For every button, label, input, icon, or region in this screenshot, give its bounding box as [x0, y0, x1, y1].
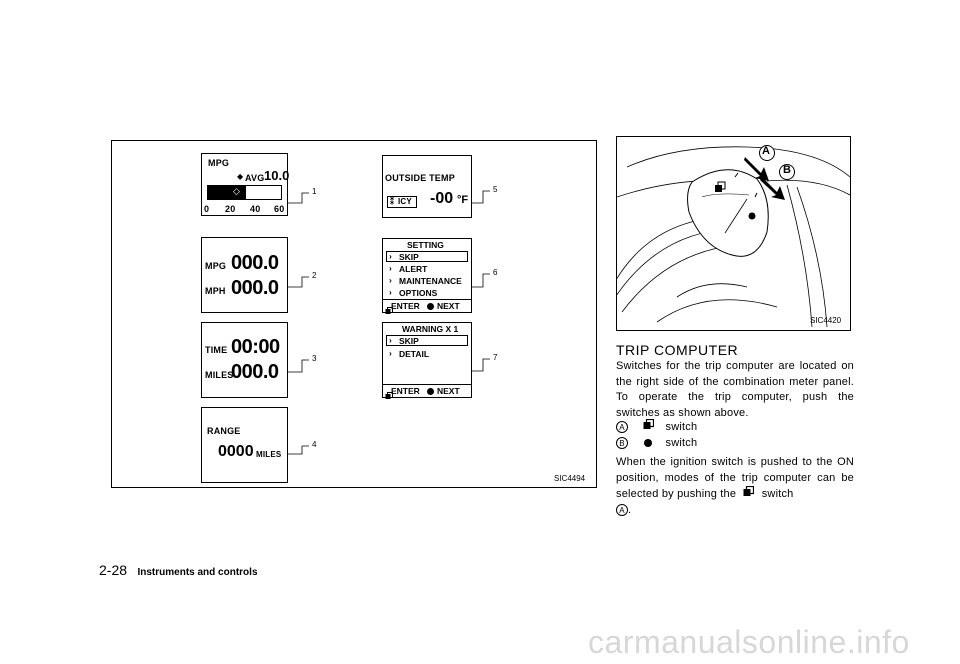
warning-item: SKIP — [399, 336, 419, 346]
time-label: TIME — [205, 345, 228, 355]
scale-tick: 60 — [274, 204, 285, 214]
warning-title: WARNING X 1 — [402, 324, 459, 334]
ignition-end: . — [628, 503, 632, 516]
chevron-right-icon: › — [389, 263, 392, 273]
ignition-paragraph — [616, 455, 854, 518]
chevron-right-icon: › — [389, 335, 392, 345]
icy-label: ICY — [398, 197, 412, 206]
switch-b-label: switch — [665, 437, 698, 449]
setting-item: ALERT — [399, 264, 428, 274]
warning-item: DETAIL — [399, 349, 430, 359]
switch-location-diagram — [616, 136, 851, 331]
setting-item: OPTIONS — [399, 288, 438, 298]
miles-label: MILES — [205, 370, 234, 380]
avg-value: 10.0 — [264, 168, 290, 183]
range-label: RANGE — [207, 426, 241, 436]
icy-icon: ⁑ — [390, 197, 394, 206]
intro-paragraph: Switches for the trip computer are located on the right side of the combination meter panel. To operate the trip computer, push the switches as shown above. — [616, 360, 854, 419]
setting-enter-label: ENTER — [391, 301, 420, 311]
avg-marker-icon: ◇ — [233, 186, 240, 196]
trip-switch-icon — [743, 486, 754, 503]
callout-1: 1 — [312, 187, 317, 196]
diagram-code: SIC4420 — [810, 316, 842, 325]
chevron-right-icon: › — [389, 275, 392, 285]
callout-lines — [112, 141, 596, 487]
diamond-icon: ◆ — [237, 172, 244, 181]
setting-item: MAINTENANCE — [399, 276, 462, 286]
callout-3: 3 — [312, 354, 317, 363]
setting-next-label: NEXT — [437, 301, 460, 311]
switch-a-label: switch — [665, 421, 698, 434]
steering-switch-illustration — [617, 137, 850, 330]
scale-tick: 20 — [225, 204, 236, 214]
marker-a: A — [616, 504, 628, 516]
warning-enter-label: ENTER — [391, 386, 420, 396]
label-b: B — [783, 164, 791, 176]
switch-a-line — [616, 419, 697, 436]
mph-label: MPH — [205, 286, 226, 296]
scale-tick: 40 — [250, 204, 261, 214]
callout-2: 2 — [312, 271, 317, 280]
ignition-switch-word: switch — [761, 488, 794, 501]
range-unit: MILES — [256, 450, 282, 459]
miles-value: 000.0 — [231, 361, 279, 383]
avg-label: AVG — [245, 173, 265, 183]
diagram-code: SIC4494 — [554, 474, 586, 483]
mpg-label: MPG — [205, 261, 227, 271]
range-value: 0000 — [218, 443, 254, 460]
marker-b: B — [616, 437, 628, 449]
temp-value: -00 — [430, 190, 454, 207]
setting-item: SKIP — [399, 252, 419, 262]
mpg-label: MPG — [208, 158, 230, 168]
switch-b-line — [616, 436, 697, 452]
page-footer — [99, 562, 258, 580]
callout-4: 4 — [312, 440, 317, 449]
marker-a: A — [616, 421, 628, 433]
setting-title: SETTING — [407, 240, 444, 250]
time-value: 00:00 — [231, 336, 280, 358]
label-a: A — [762, 145, 770, 157]
chevron-right-icon: › — [389, 348, 392, 358]
callout-7: 7 — [493, 353, 498, 362]
outside-temp-title: OUTSIDE TEMP — [385, 173, 455, 183]
mph-value: 000.0 — [231, 277, 279, 299]
watermark: carmanualsonline.info — [588, 624, 910, 660]
next-switch-icon — [644, 439, 652, 447]
ignition-text: When the ignition switch is pushed to the ON position, modes of the trip computer can be selected by pushing the — [616, 456, 854, 501]
display-modes-diagram — [111, 140, 597, 488]
warning-next-label: NEXT — [437, 386, 460, 396]
mpg-value: 000.0 — [231, 252, 279, 274]
scale-tick: 0 — [204, 204, 210, 214]
chevron-right-icon: › — [389, 251, 392, 261]
chevron-right-icon: › — [389, 287, 392, 297]
trip-switch-icon — [643, 419, 654, 436]
callout-6: 6 — [493, 268, 498, 277]
section-title: TRIP COMPUTER — [616, 342, 739, 358]
temp-unit: °F — [457, 194, 469, 206]
footer-section: Instruments and controls — [137, 567, 258, 578]
callout-5: 5 — [493, 185, 498, 194]
page-number: 2-28 — [99, 562, 128, 578]
